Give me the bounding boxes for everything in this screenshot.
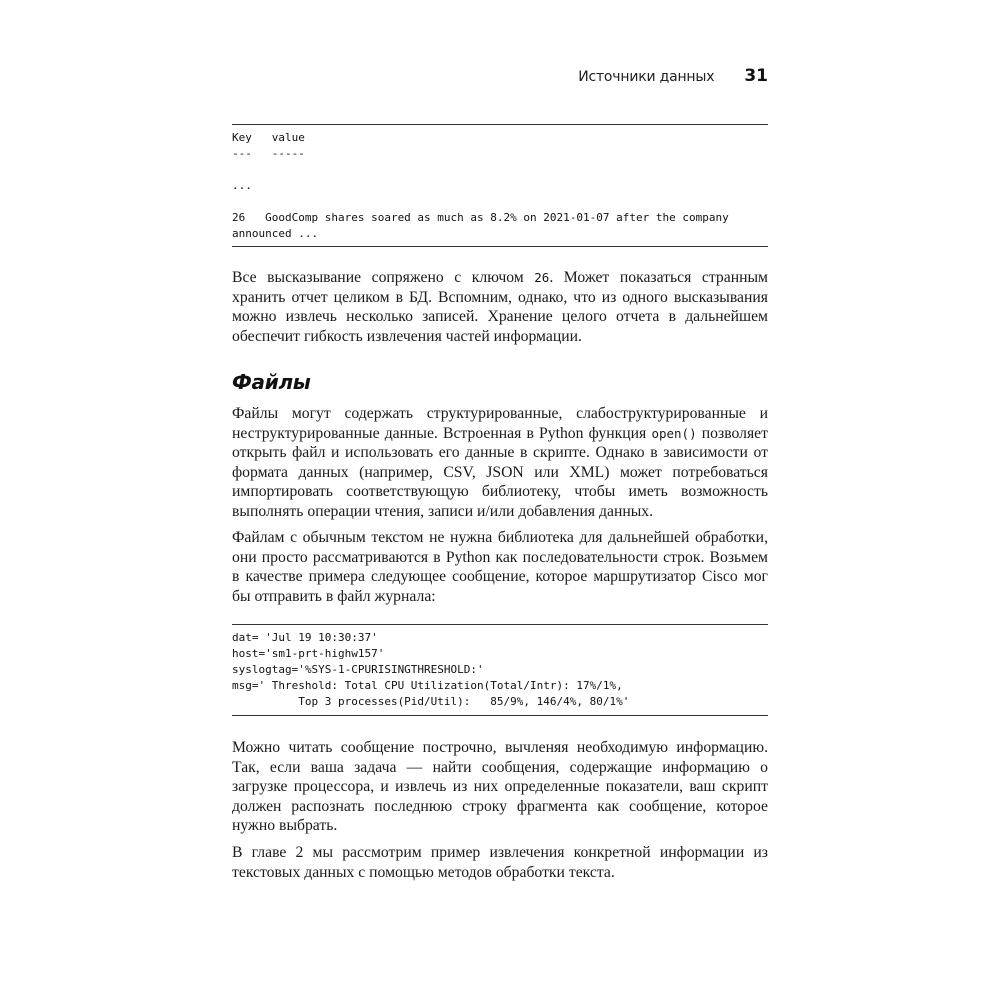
paragraph-chapter-reference: В главе 2 мы рассмотрим пример извлечения конкретной информации из текстовых данных с помощью методов обработки текста. — [232, 844, 768, 881]
book-page — [232, 0, 768, 1000]
paragraph-text: позволяет открыть файл и использовать его данные в скрипте. Однако в зависимости от формата данных (например, CSV, JSON или XML) может потребоваться импортировать соответствующую библиотеку, чтобы иметь возможность выполнять операции чтения, записи и/или добавления данных. — [232, 424, 768, 520]
code-block-text: dat= 'Jul 19 10:30:37' host='sm1-prt-highw157' syslogtag='%SYS-1-CPURISINGTHRESHOLD:' msg=' Threshold: Total CPU Utilization(Total/Intr): 17%/1%, Top 3 processes(Pid/Util): 85/9%, 146/4%, 80/1%' — [232, 631, 630, 708]
paragraph-text: Файлы могут содержать структурированные, слабоструктурированные и неструктурированные данные. Встроенная в Python функция — [232, 405, 768, 442]
section-heading: Файлы — [232, 370, 311, 394]
running-header — [578, 66, 768, 86]
paragraph-read-line-by-line: Можно читать сообщение построчно, вычленяя необходимую информацию. Так, если ваша задача — найти сообщения, содержащие информацию о загрузке процессора, и извлечь из них определенные показатели, ваш скрипт должен распознать последнюю строку фрагмента как сообщение, которое нужно выбрать. — [232, 739, 768, 834]
paragraph-text: Все высказывание сопряжено с ключом — [232, 269, 535, 286]
code-block-text: Key value --- ----- ... 26 GoodComp shares soared as much as 8.2% on 2021-01-07 after the company announced ... — [232, 131, 729, 240]
paragraph-key-explanation — [232, 268, 768, 346]
paragraph-text: . Может показаться странным хранить отчет целиком в БД. Вспомним, однако, что из одного высказывания можно извлечь несколько записей. Хранение целого отчета в дальнейшем обеспечит гибкость извлечения частей информации. — [232, 269, 768, 345]
paragraph-files-intro — [232, 404, 768, 521]
running-header-title: Источники данных — [578, 69, 715, 85]
code-block-key-value — [232, 124, 768, 247]
paragraph-plain-text: Файлам с обычным текстом не нужна библиотека для дальнейшей обработки, они просто рассматриваются в Python как последовательности строк. Возьмем в качестве примера следующее сообщение, которое маршрутизатор Cisco мог бы отправить в файл журнала: — [232, 529, 768, 605]
inline-code: 26 — [534, 270, 550, 285]
page-number: 31 — [744, 66, 768, 86]
code-block-syslog-message — [232, 624, 768, 716]
inline-code: open() — [651, 425, 697, 441]
